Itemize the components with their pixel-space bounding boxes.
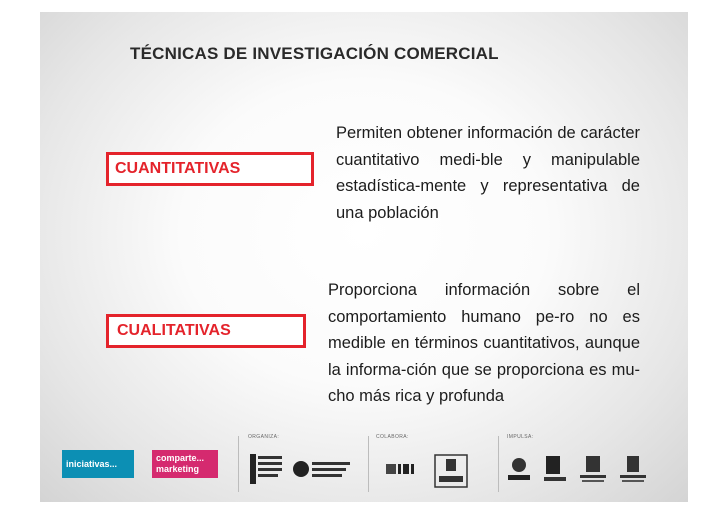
comparte-marketing-logo-text: comparte... marketing xyxy=(156,453,205,474)
gobierno-canarias-logo xyxy=(578,454,608,484)
isi-logo xyxy=(386,462,420,476)
label-cuantitativas: CUANTITATIVAS xyxy=(106,152,314,186)
iniciativas-logo-text: iniciativas... xyxy=(66,458,118,469)
comparte-marketing-logo xyxy=(152,450,218,478)
cluster-logo xyxy=(250,454,282,484)
label-cualitativas: CUALITATIVAS xyxy=(106,314,306,348)
la-caja-logo xyxy=(504,456,534,484)
iniciativas-logo xyxy=(62,450,134,478)
divider xyxy=(498,436,499,492)
footer-logos xyxy=(40,430,688,502)
divider xyxy=(368,436,369,492)
caption-colabora: COLABORA: xyxy=(376,434,409,440)
divider xyxy=(238,436,239,492)
endesa-logo xyxy=(542,454,568,484)
ayuntamiento-logo xyxy=(618,454,648,484)
caption-impulsa: IMPULSA: xyxy=(507,434,534,440)
camara-logo xyxy=(434,454,468,488)
description-cuantitativas: Permiten obtener información de carácter cuantitativo medi-ble y manipulable estadística-mente y representativa de una población xyxy=(336,124,640,222)
caption-organiza: ORGANIZA: xyxy=(248,434,280,440)
slide-title: TÉCNICAS DE INVESTIGACIÓN COMERCIAL xyxy=(130,44,499,63)
fundacion-logo xyxy=(292,458,352,480)
slide xyxy=(40,12,688,502)
description-cualitativas: Proporciona información sobre el comportamiento humano pe-ro no es medible en términos cuantitativos, aunque la informa-ción que se proporciona es mu-cho más rica y profunda xyxy=(328,281,640,405)
